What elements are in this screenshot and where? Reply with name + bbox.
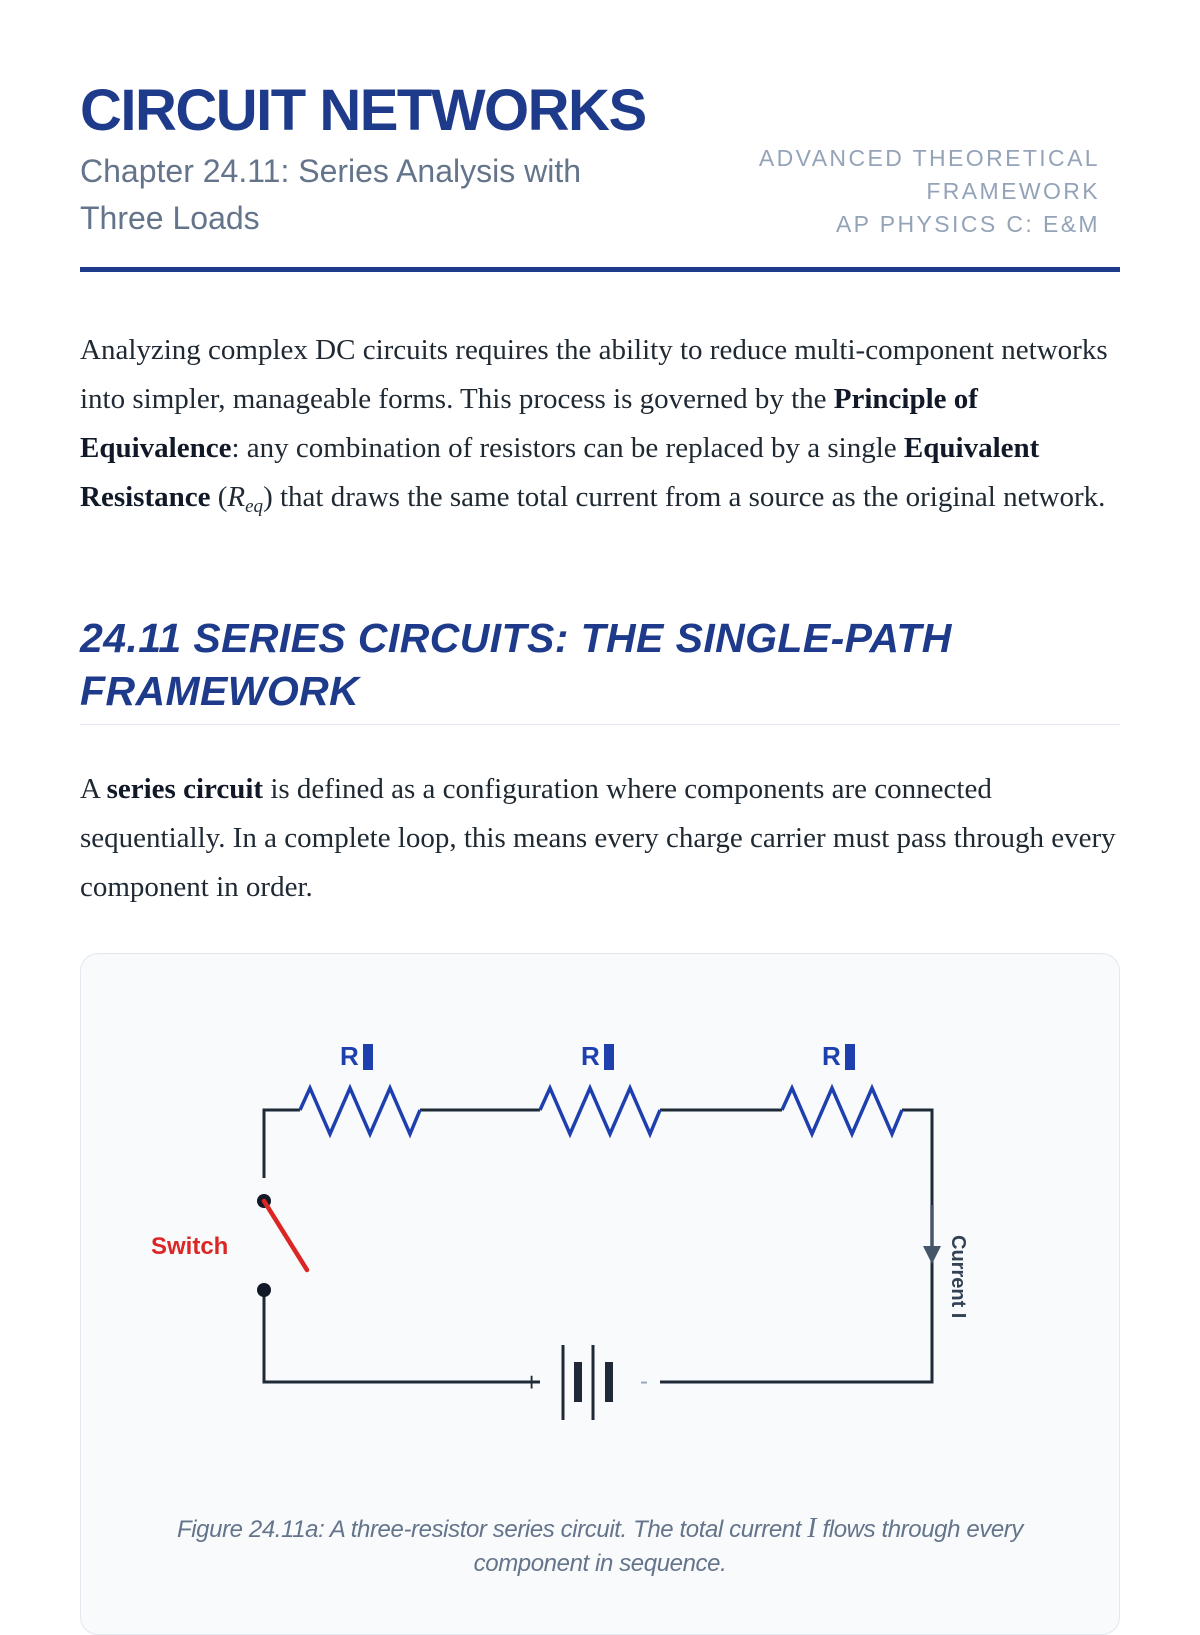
resistor-label-1-text: R [340, 1041, 359, 1071]
resistor-1 [300, 1088, 420, 1134]
intro-text-2: : any combination of resistors can be replaced by a single [231, 432, 904, 464]
resistor-subscript-box-2 [604, 1044, 614, 1070]
req-symbol-main: R [227, 481, 246, 513]
course-meta-line-1: ADVANCED THEORETICAL FRAMEWORK [758, 145, 1100, 204]
wire-left-bottom [264, 1290, 540, 1382]
page-title: CIRCUIT NETWORKS [80, 78, 646, 143]
wire-left-top [264, 1110, 300, 1178]
caption-text-2: flows through every component in sequence. [473, 1516, 1024, 1577]
section-heading: 24.11 SERIES CIRCUITS: THE SINGLE-PATH FRAMEWORK [80, 615, 952, 714]
series-text-1: A [80, 773, 107, 805]
intro-text-1: Analyzing complex DC circuits requires the ability to reduce multi-component networks into simpler, manageable forms. This process is governed by the [80, 334, 1108, 415]
switch-label: Switch [151, 1233, 229, 1260]
resistor-3 [782, 1088, 902, 1134]
caption-text-1: Figure 24.11a: A three-resistor series circuit. The total current [176, 1516, 808, 1543]
resistor-label-2 [581, 1041, 614, 1071]
req-symbol-sub: eq [245, 496, 264, 517]
resistor-subscript-box-3 [845, 1044, 855, 1070]
series-term: series circuit [106, 773, 264, 805]
battery-plus-sign: + [524, 1367, 540, 1397]
battery-minus-sign: - [640, 1368, 648, 1395]
intro-text-4: ) that draws the same total current from a source as the original network. [263, 481, 1106, 513]
resistor-label-2-text: R [581, 1041, 600, 1071]
course-meta-line-2: AP PHYSICS C: E&M [835, 211, 1100, 237]
current-arrow-icon [923, 1246, 941, 1264]
chapter-subtitle: Chapter 24.11: Series Analysis with Three Loads [80, 153, 581, 236]
resistor-label-3 [822, 1041, 855, 1071]
wire-right-bottom [660, 1110, 932, 1382]
series-text-2: is defined as a configuration where components are connected sequentially. In a complete loop, this means every charge carrier must pass through every component in order. [80, 773, 1116, 903]
intro-term-equivalent: Equivalent Resistance [80, 432, 1040, 513]
switch-contact [257, 1283, 271, 1297]
intro-text-3: ( [210, 481, 228, 513]
resistor-label-3-text: R [822, 1041, 841, 1071]
resistor-2 [540, 1088, 660, 1134]
intro-term-principle: Principle of Equivalence [80, 383, 978, 464]
resistor-label-1 [340, 1041, 373, 1071]
switch-lever [264, 1201, 307, 1270]
caption-current-symbol: I [807, 1513, 817, 1544]
resistor-subscript-box-1 [363, 1044, 373, 1070]
figure-caption [120, 1512, 1080, 1581]
current-label: Current I [947, 1235, 969, 1319]
